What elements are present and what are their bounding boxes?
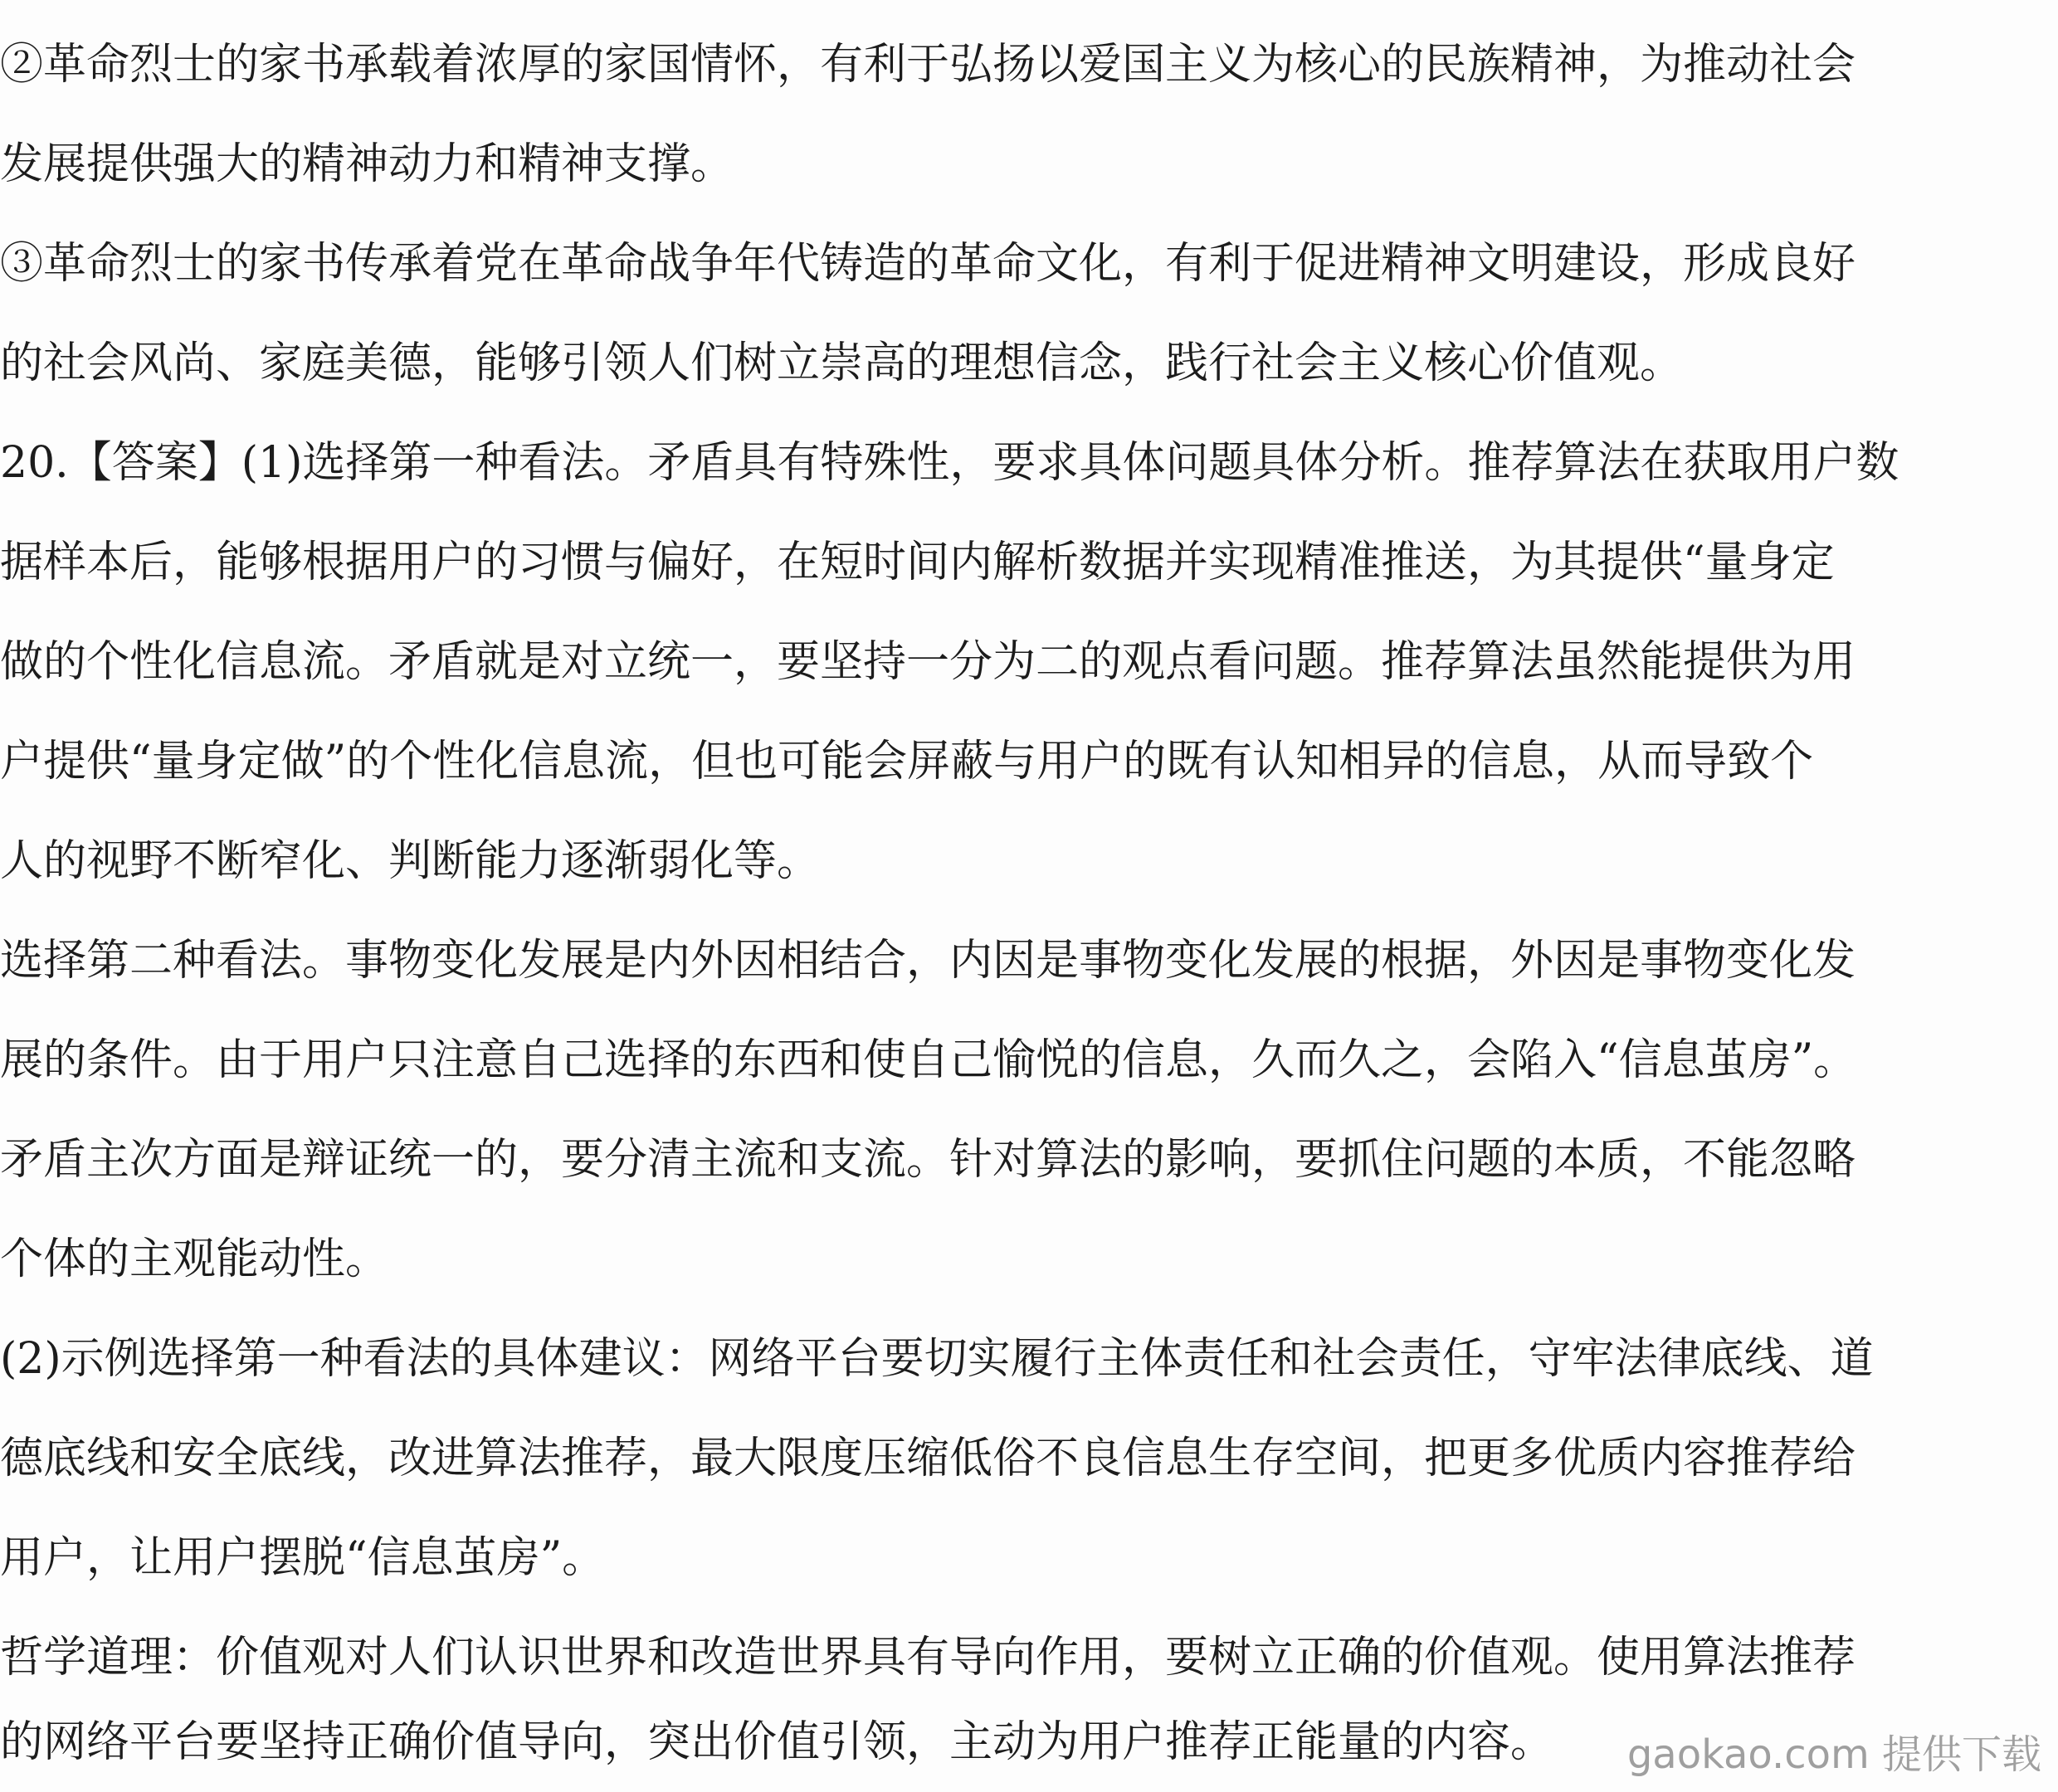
text-line: 发展提供强大的精神动力和精神支撑。	[0, 139, 734, 189]
text-line: 矛盾主次方面是辩证统一的，要分清主流和支流。针对算法的影响，要抓住问题的本质，不能忽略	[0, 1135, 1856, 1185]
text-line: (2)示例选择第一种看法的具体建议：网络平台要切实履行主体责任和社会责任，守牢法律底线、道	[0, 1334, 1874, 1384]
text-line: 的网络平台要坚持正确价值导向，突出价值引领，主动为用户推荐正能量的内容。	[0, 1717, 1554, 1767]
text-line: ②革命烈士的家书承载着浓厚的家国情怀，有利于弘扬以爱国主义为核心的民族精神，为推动社会	[0, 40, 1856, 90]
text-line: 做的个性化信息流。矛盾就是对立统一，要坚持一分为二的观点看问题。推荐算法虽然能提供为用	[0, 637, 1856, 687]
text-line: 20.【答案】(1)选择第一种看法。矛盾具有特殊性，要求具体问题具体分析。推荐算法在获取用户数	[0, 438, 1900, 488]
watermark: gaokao.com 提供下载	[1626, 1731, 2041, 1778]
text-line: ③革命烈士的家书传承着党在革命战争年代铸造的革命文化，有利于促进精神文明建设，形成良好	[0, 239, 1856, 289]
text-line: 哲学道理：价值观对人们认识世界和改造世界具有导向作用，要树立正确的价值观。使用算法推荐	[0, 1633, 1856, 1682]
text-line: 选择第二种看法。事物变化发展是内外因相结合，内因是事物变化发展的根据，外因是事物变化发	[0, 936, 1856, 986]
text-line: 人的视野不断窄化、判断能力逐渐弱化等。	[0, 836, 821, 886]
text-line: 展的条件。由于用户只注意自己选择的东西和使自己愉悦的信息，久而久之，会陷入“信息茧房”。	[0, 1035, 1857, 1085]
text-line: 用户，让用户摆脱“信息茧房”。	[0, 1533, 606, 1583]
text-line: 户提供“量身定做”的个性化信息流，但也可能会屏蔽与用户的既有认知相异的信息，从而导致个	[0, 737, 1814, 786]
text-line: 个体的主观能动性。	[0, 1234, 389, 1284]
text-line: 的社会风尚、家庭美德，能够引领人们树立崇高的理想信念，践行社会主义核心价值观。	[0, 338, 1684, 388]
text-line: 德底线和安全底线，改进算法推荐，最大限度压缩低俗不良信息生存空间，把更多优质内容推荐给	[0, 1434, 1856, 1483]
text-line: 据样本后，能够根据用户的习惯与偏好，在短时间内解析数据并实现精准推送，为其提供“量身定	[0, 538, 1835, 587]
